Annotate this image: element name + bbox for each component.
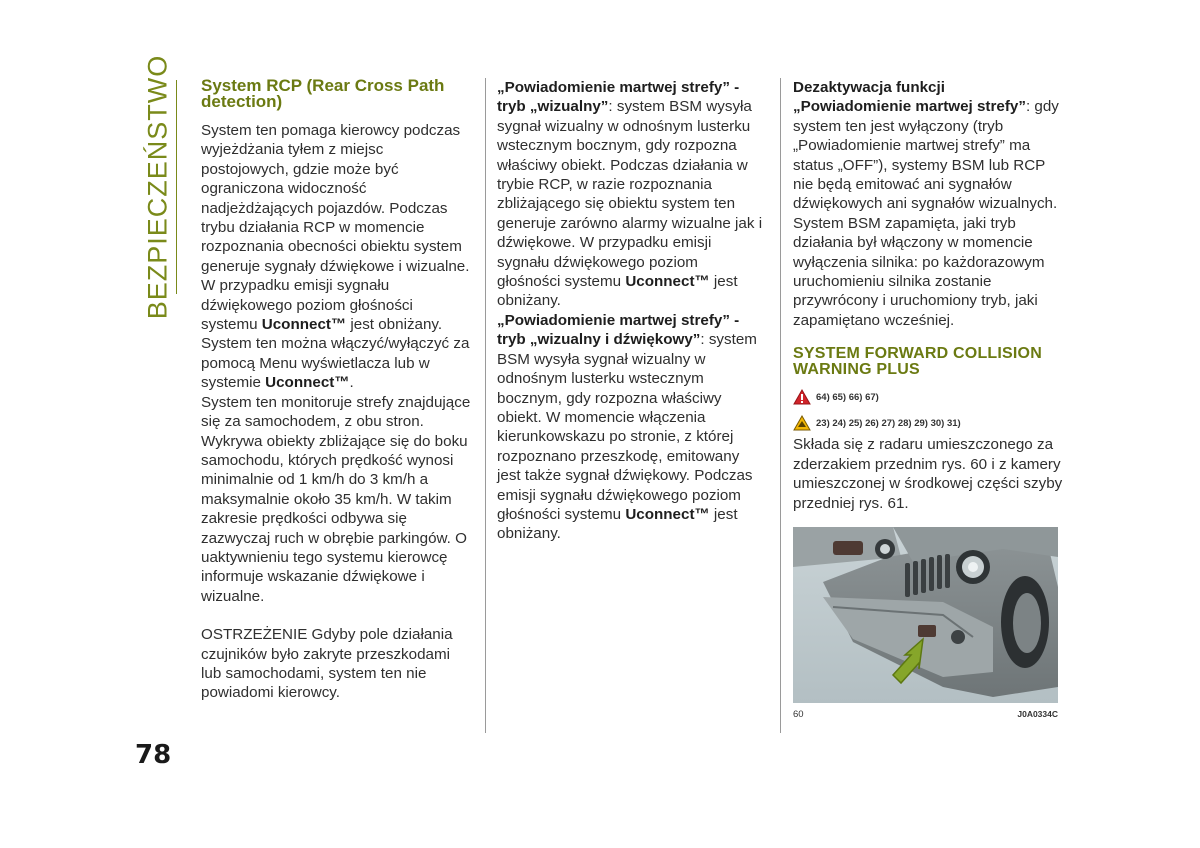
bsm-visual-mode-paragraph (497, 78, 765, 311)
page-number: 78 (135, 740, 172, 770)
rcp-p1-text-e: . (349, 374, 354, 392)
bsm-visual-audio-text-a: : system BSM wysyła sygnał wizualny w odnośnym lusterku wstecznym bocznym, gdy rozpozna właściwy obiekt. W momencie włączenia kierunkowskazu po stronie, z której rozpoznano przeszkodę, emitowany jest także sygnał dźwiękowy. Podczas emisji sygnału dźwiękowego poziom głośności systemu (497, 331, 757, 523)
figure-front-radar (793, 527, 1058, 703)
bsm-visual-audio-uconnect: Uconnect™ (625, 505, 710, 523)
deactivation-paragraph (793, 78, 1065, 330)
caution-refs: 23) 24) 25) 26) 27) 28) 29) 30) 31) (816, 417, 961, 429)
fcw-description: Składa się z radaru umieszczonego za zderzakiem przednim rys. 60 i z kamery umieszczonej w środkowej części szyby przedniej rys. 61. (793, 436, 1063, 512)
warning-refs: 64) 65) 66) 67) (816, 391, 879, 403)
section-side-title (138, 54, 178, 320)
rcp-p1-uconnect-1: Uconnect™ (261, 316, 347, 334)
danger-warning-icon (793, 389, 811, 405)
rcp-p1-text-c: jest obniżany. System ten można włączyć/wyłączyć za pomocą Menu wyświetlacza lub w systemie (201, 316, 470, 392)
deactivation-title: Dezaktywacja funkcji „Powiadomienie martwej strefy” (793, 79, 1026, 116)
rcp-paragraph-1 (201, 121, 473, 393)
column-1 (201, 78, 473, 703)
fcw-plus-heading: SYSTEM FORWARD COLLISION WARNING PLUS (793, 345, 1042, 379)
caution-refs-row (793, 412, 1065, 434)
deactivation-text: : gdy system ten jest wyłączony (tryb „Powiadomienie martwej strefy” ma status „OFF”), systemy BSM lub RCP nie będą emitować ani sygnałów dźwiękowych ani sygnałów wizualnych. System BSM zapamięta, jaki tryb działania był włączony w momencie wyłączenia silnika: po każdorazowym uruchomieniu silnika zostanie przywrócony i uruchomiony tryb, jaki zapamiętano wcześniej. (793, 98, 1059, 329)
bsm-visual-text-c: jest obniżany. (497, 273, 738, 310)
column-divider-1 (485, 78, 486, 733)
rcp-warning-paragraph: OSTRZEŻENIE Gdyby pole działania czujników było zakryte przeszkodami lub samochodami, system ten nie powiadomi kierowcy. (201, 626, 453, 702)
column-2 (497, 78, 765, 544)
bsm-visual-audio-mode-paragraph (497, 311, 765, 544)
figure-code: J0A0334C (1017, 708, 1058, 719)
column-divider-2 (780, 78, 781, 733)
car-front-illustration (793, 527, 1058, 703)
paragraph-gap (201, 606, 473, 625)
rcp-p1-text-a: System ten pomaga kierowcy podczas wyjeżdżania tyłem z miejsc postojowych, gdzie może być ograniczona widoczność nadjeżdżających pojazdów. Podczas trybu działania RCP w momencie rozpoznania obecności obiektu system generuje sygnały dźwiękowe i wizualne. W przypadku emisji sygnału dźwiękowego poziom głośności systemu (201, 122, 470, 334)
rcp-heading: System RCP (Rear Cross Path detection) (201, 76, 445, 111)
bsm-visual-mode-title: „Powiadomienie martwej strefy” - tryb „wizualny” (497, 79, 740, 116)
bsm-visual-uconnect: Uconnect™ (625, 273, 710, 291)
column-3 (793, 78, 1065, 720)
figure-number: 60 (793, 708, 804, 720)
bsm-visual-text-a: : system BSM wysyła sygnał wizualny w odnośnym lusterku wstecznym bocznym, gdy rozpozna właściwy obiekt. Podczas działania w trybie RCP, w razie rozpoznania zbliżającego się obiektu system ten generuje zarówno alarmy wizualne jak i dźwiękowe. W przypadku emisji sygnału dźwiękowego poziom głośności systemu (497, 98, 763, 291)
warning-refs-row (793, 386, 1065, 408)
rcp-paragraph-2: System ten monitoruje strefy znajdujące się za samochodem, z obu stron. Wykrywa obiekty zbliżające się do boku samochodu, których prędkość wynosi minimalnie od 1 km/h do 3 km/h a maksymalnie około 35 km/h. W takim zakresie prędkości odbywa się zazwyczaj ruch w obrębie parkingów. O uaktywnieniu tego systemu kierowcę informuje wskazanie dźwiękowe i wizualne. (201, 393, 471, 605)
side-title-rule (176, 80, 177, 294)
bsm-visual-audio-text-c: jest obniżany. (497, 505, 738, 543)
rcp-p1-uconnect-2: Uconnect™ (265, 374, 350, 392)
figure-caption (793, 709, 1058, 720)
caution-triangle-icon (793, 415, 811, 431)
section-side-title-text: BEZPIECZEŃSTWO (142, 54, 173, 320)
bsm-visual-audio-mode-title: „Powiadomienie martwej strefy” - tryb „wizualny i dźwiękowy” (497, 311, 740, 349)
